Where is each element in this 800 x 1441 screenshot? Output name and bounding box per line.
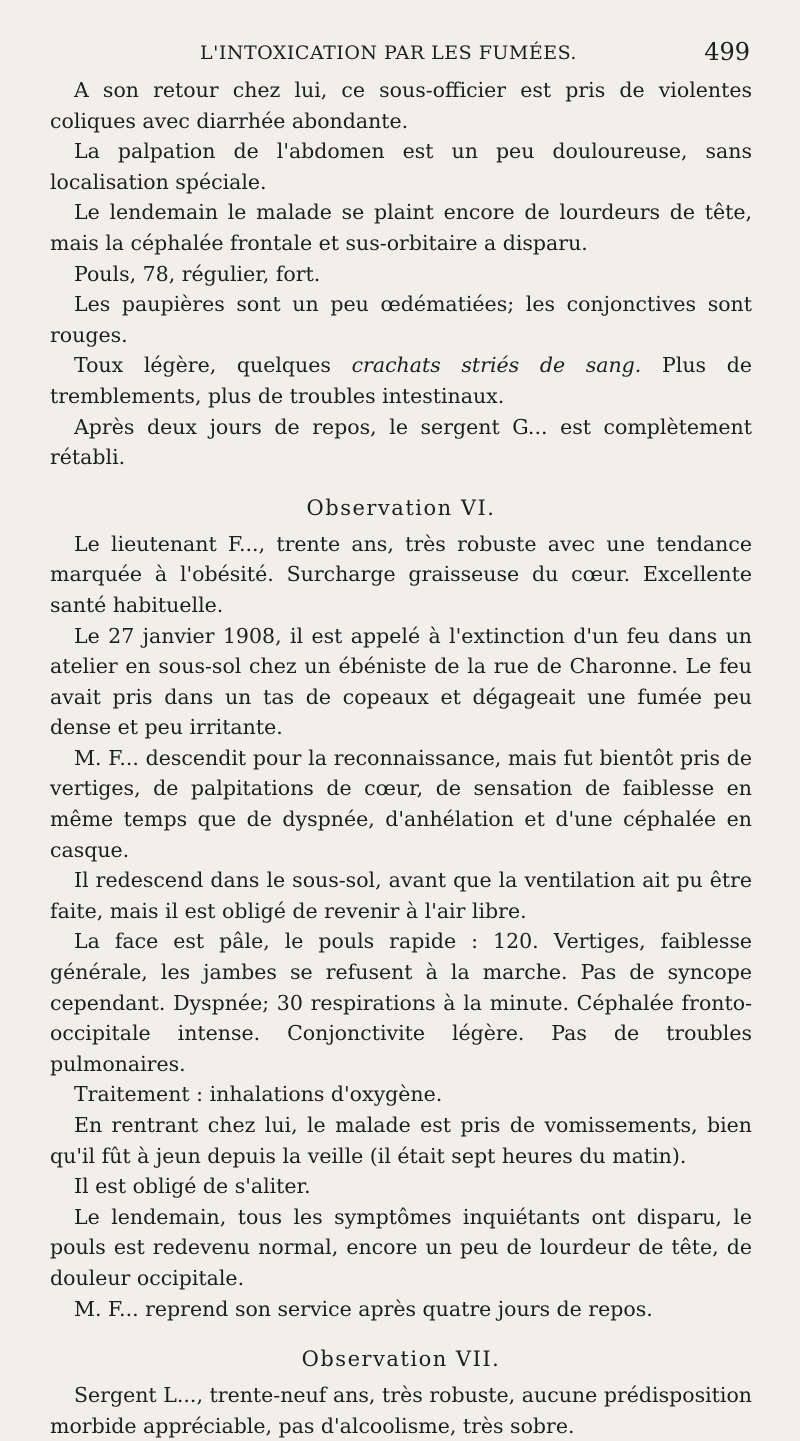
running-title: L'INTOXICATION PAR LES FUMÉES. (200, 42, 577, 64)
paragraph: Pouls, 78, régulier, fort. (74, 261, 321, 286)
paragraph: Il est obligé de s'aliter. (74, 1174, 311, 1199)
page-header (0, 36, 800, 76)
paragraph: Traitement : inhalations d'oxygène. (74, 1082, 443, 1107)
paragraph: Le lendemain le malade se plaint encore de lourdeurs de tête, mais la céphalée frontale et sus-orbitaire a disparu. (50, 200, 752, 255)
observation-heading: Observation VII. (301, 1347, 501, 1372)
paragraph: La palpation de l'abdomen est un peu douloureuse, sans localisation spéciale. (50, 139, 752, 194)
paragraph: M. F... descendit pour la reconnaissance, mais fut bientôt pris de vertiges, de palpitations de cœur, de sensation de faiblesse en même temps que de dyspnée, d'anhélation et d'une céphalée en casque. (50, 745, 752, 862)
paragraph-toux (50, 350, 752, 411)
paragraph: Après deux jours de repos, le sergent G... est complètement rétabli. (50, 414, 752, 470)
paragraph: M. F... reprend son service après quatre jours de repos. (74, 1296, 653, 1321)
text-run: Toux légère, quelques (74, 353, 352, 378)
paragraph: Il redescend dans le sous-sol, avant que la ventilation ait pu être faite, mais il est obligé de revenir à l'air libre. (50, 868, 752, 923)
italic-phrase: crachats striés de sang. (351, 353, 642, 378)
body-text (50, 75, 752, 1441)
paragraph: Sergent L..., trente-neuf ans, très robuste, aucune prédisposition morbide appréciable, pas d'alcoolisme, très sobre. (50, 1383, 752, 1438)
page-number: 499 (704, 38, 750, 66)
text-run: Plus de tremblements, plus de troubles intestinaux. (50, 353, 752, 408)
paragraph: Le lendemain, tous les symptômes inquiétants ont disparu, le pouls est redevenu normal, encore un peu de lourdeur de tête, de douleur occipitale. (50, 1204, 752, 1290)
paragraph: En rentrant chez lui, le malade est pris de vomissements, bien qu'il fût à jeun depuis la veille (il était sept heures du matin). (50, 1113, 752, 1168)
paragraph: Le lieutenant F..., trente ans, très robuste avec une tendance marquée à l'obésité. Surcharge graisseuse du cœur. Excellente santé habituelle. (50, 531, 752, 617)
observation-heading: Observation VI. (306, 495, 496, 520)
paragraph: Le 27 janvier 1908, il est appelé à l'extinction d'un feu dans un atelier en sous-sol chez un ébéniste de la rue de Charonne. Le feu avait pris dans un tas de copeaux et dégageait une fumée peu dense et peu irritante. (50, 623, 752, 740)
paragraph: Les paupières sont un peu œdématiées; les conjonctives sont rouges. (50, 292, 752, 347)
paragraph: La face est pâle, le pouls rapide : 120. Vertiges, faiblesse générale, les jambes se refusent à la marche. Pas de syncope cependant. Dyspnée; 30 respirations à la minute. Céphalée fronto-occipitale intense. Conjonctivite légère. Pas de troubles pulmonaires. (50, 929, 752, 1076)
paragraph: A son retour chez lui, ce sous-officier est pris de violentes coliques avec diarrhée abondante. (50, 78, 752, 133)
